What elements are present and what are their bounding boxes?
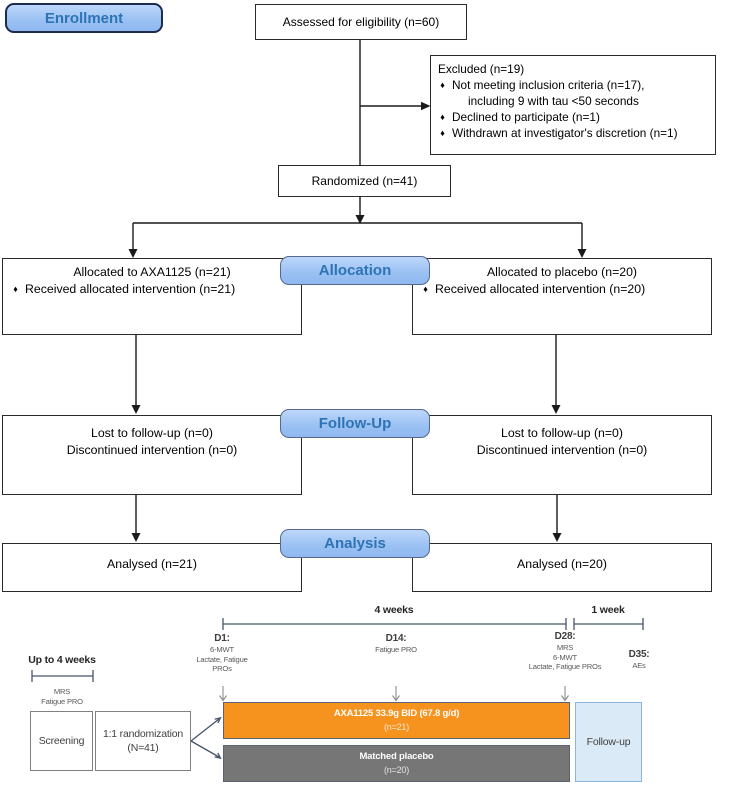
period-1-week-label: 1 week	[591, 604, 625, 616]
analysed-text: Analysed (n=21)	[107, 557, 197, 571]
randomization-fork-arrows	[191, 718, 221, 758]
diamond-bullet-icon: ♦	[423, 284, 428, 294]
diamond-bullet-icon: ♦	[440, 80, 445, 90]
assessed-box: Assessed for eligibility (n=60)	[255, 4, 467, 40]
milestone-d14	[336, 633, 456, 655]
excluded-item-subtext: including 9 with tau <50 seconds	[468, 94, 639, 108]
screening-box	[30, 711, 93, 771]
milestone-item: MRS	[556, 643, 574, 652]
screening-assessments	[2, 687, 122, 706]
diamond-bullet-icon: ♦	[440, 128, 445, 138]
screening-period-label: Up to 4 weeks	[28, 654, 96, 666]
milestone-item: 6-MWT	[210, 645, 234, 654]
allocation-badge: Allocation	[280, 256, 430, 285]
allocation-title: Allocated to AXA1125 (n=21)	[73, 265, 231, 279]
milestone-day: D1:	[214, 633, 230, 644]
enrollment-badge: Enrollment	[5, 3, 163, 33]
followup-lines	[3, 416, 301, 459]
followup-period-box	[575, 702, 642, 782]
treatment-bar-n: (n=21)	[383, 721, 410, 732]
milestone-day: D28:	[554, 631, 576, 642]
analysis-badge: Analysis	[280, 529, 430, 558]
discontinued: Discontinued intervention (n=0)	[476, 443, 648, 457]
excluded-item	[438, 125, 711, 141]
placebo-bar-n: (n=20)	[383, 764, 410, 775]
analysis-box-axa1125	[2, 543, 302, 592]
milestone-item: PROs	[212, 664, 232, 673]
milestone-item: 6-MWT	[553, 652, 577, 662]
lost-to-followup: Lost to follow-up (n=0)	[500, 426, 623, 440]
randomization-line1: 1:1 randomization	[102, 728, 184, 740]
period-4-weeks-label: 4 weeks	[374, 604, 414, 616]
excluded-item	[438, 109, 711, 125]
excluded-item-text: Not meeting inclusion criteria (n=17),	[452, 78, 645, 92]
excluded-box	[430, 55, 716, 155]
randomized-box: Randomized (n=41)	[278, 165, 451, 197]
excluded-item-text: Withdrawn at investigator's discretion (n=1)	[452, 126, 678, 140]
allocation-bullet	[413, 281, 711, 298]
milestone-item: Lactate, Fatigue	[196, 654, 248, 664]
placebo-bar	[223, 745, 570, 782]
milestone-day: D14:	[385, 633, 407, 644]
analysed-text: Analysed (n=20)	[517, 557, 607, 571]
discontinued: Discontinued intervention (n=0)	[66, 443, 238, 457]
lost-to-followup: Lost to follow-up (n=0)	[90, 426, 213, 440]
milestone-item: Fatigue PRO	[375, 645, 417, 654]
excluded-item	[438, 77, 711, 93]
allocation-box-placebo	[412, 258, 712, 335]
followup-lines	[413, 416, 711, 459]
excluded-title: Excluded (n=19)	[438, 62, 525, 76]
diamond-bullet-icon: ♦	[440, 112, 445, 122]
diamond-bullet-icon: ♦	[13, 284, 18, 294]
allocation-bullet-text: Received allocated intervention (n=20)	[435, 282, 646, 296]
followup-box-placebo	[412, 415, 712, 495]
assessment-item: Fatigue PRO	[41, 696, 83, 706]
assessment-item: MRS	[53, 687, 71, 696]
followup-period-label: Follow-up	[586, 736, 631, 748]
excluded-item-text: Declined to participate (n=1)	[452, 110, 600, 124]
milestone-item: AEs	[632, 661, 646, 670]
milestone-day: D35:	[628, 649, 650, 660]
treatment-bar-label: AXA1125 33.9g BID (67.8 g/d)	[333, 708, 460, 719]
milestone-item: Lactate, Fatigue PROs	[528, 662, 602, 671]
allocation-bullet	[3, 281, 301, 298]
randomization-line2: (N=41)	[127, 742, 159, 754]
randomization-box	[95, 711, 191, 771]
milestone-arrows	[220, 686, 569, 701]
allocation-bullet-text: Received allocated intervention (n=21)	[25, 282, 236, 296]
allocation-title: Allocated to placebo (n=20)	[486, 265, 638, 279]
followup-badge: Follow-Up	[280, 409, 430, 438]
milestone-d35	[604, 649, 674, 671]
screening-box-label: Screening	[38, 735, 85, 747]
analysis-box-placebo	[412, 543, 712, 592]
milestone-d1	[162, 633, 282, 674]
followup-box-axa1125	[2, 415, 302, 495]
treatment-bar	[223, 702, 570, 739]
placebo-bar-label: Matched placebo	[359, 751, 434, 762]
allocation-box-axa1125	[2, 258, 302, 335]
